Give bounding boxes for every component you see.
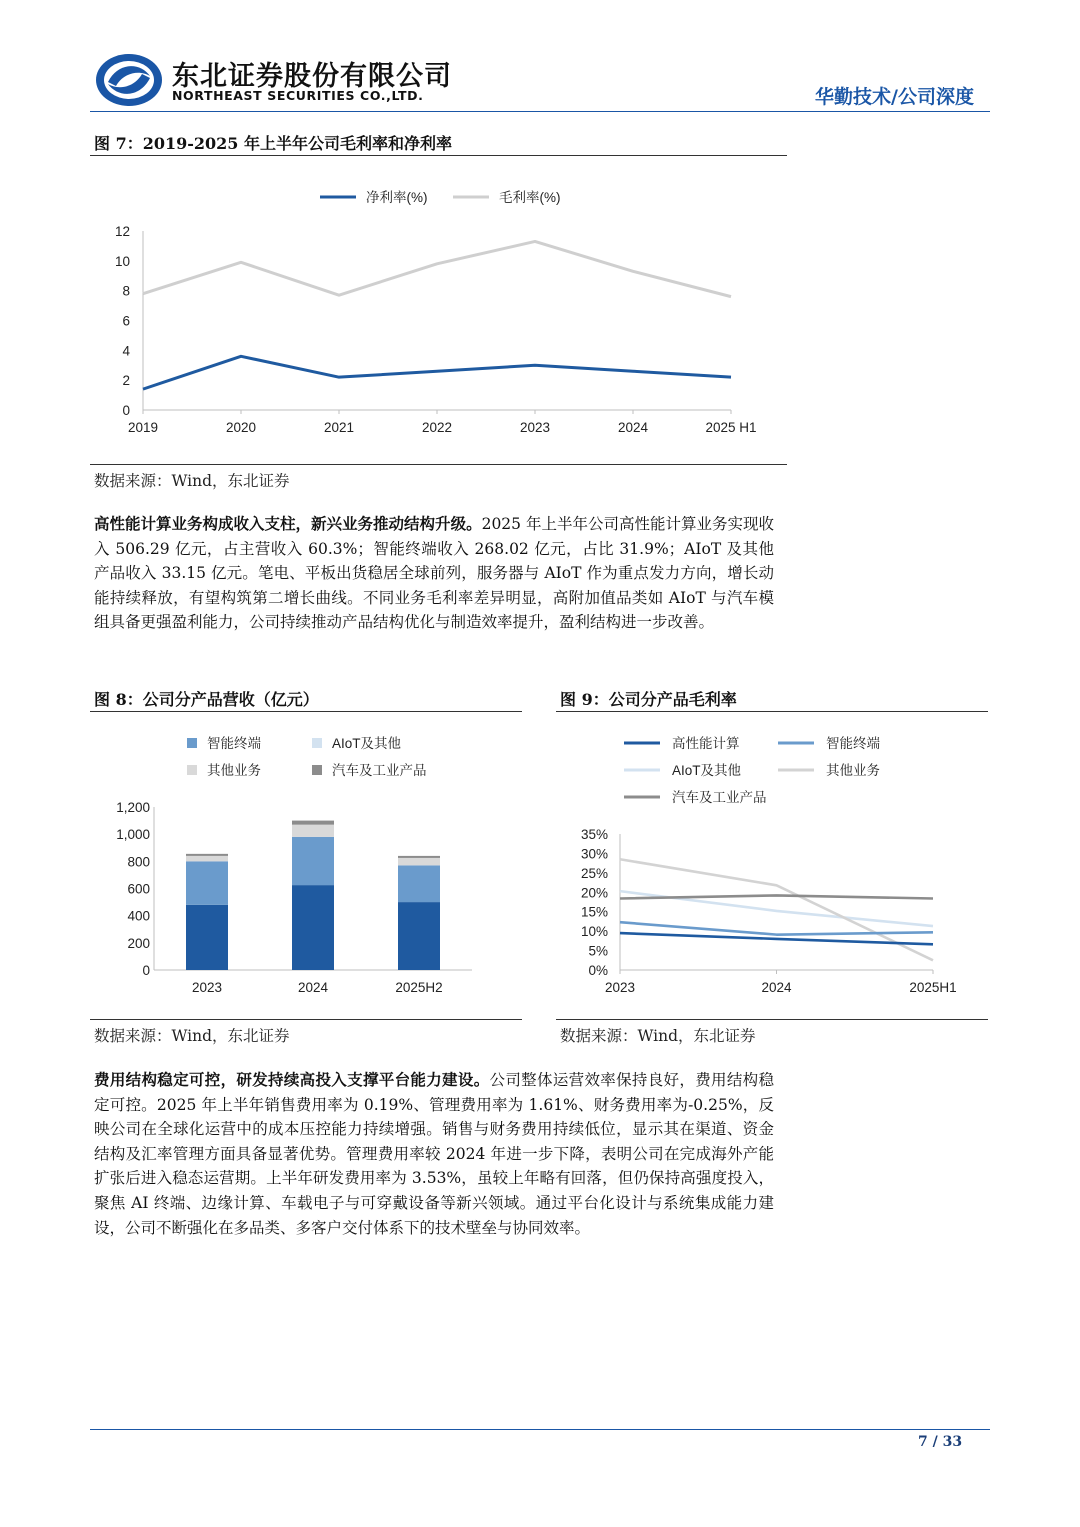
- y-tick-label: 8: [122, 283, 130, 299]
- fig7-chart: [90, 170, 787, 450]
- y-tick-label: 4: [122, 343, 130, 359]
- bar-segment: [292, 885, 334, 970]
- paragraph-expense-structure: [94, 1068, 774, 1240]
- bar-segment: [398, 858, 440, 865]
- y-tick-label: 2: [122, 373, 130, 389]
- series-line: [143, 241, 731, 296]
- paragraph-body: 公司整体运营效率保持良好，费用结构稳定可控。2025 年上半年销售费用率为 0.19%、管理费用率为 1.61%、财务费用率为-0.25%，反映公司在全球化运营中的成本压控能力持续增强。销售与财务费用持续低位，显示其在渠道、资金结构及汇率管理方面具备显著优势。管理费用率较 2024 年进一步下降，表明公司在完成海外产能扩张后进入稳态运营期。上半年研发费用率为 3.53%，虽较上年略有回落，但仍保持高强度投入，聚焦 AI 终端、边缘计算、车载电子与可穿戴设备等新兴领域。通过平台化设计与系统集成能力建设，公司不断强化在多品类、多客户交付体系下的技术壁垒与协同效率。: [94, 1071, 774, 1237]
- y-tick-label: 800: [127, 854, 150, 870]
- bar-segment: [292, 821, 334, 825]
- bar-segment: [186, 905, 228, 970]
- legend-label: 汽车及工业产品: [672, 790, 767, 805]
- y-tick-label: 600: [127, 881, 150, 897]
- y-tick-label: 30%: [580, 846, 608, 862]
- fig9-title: 图 9：公司分产品毛利率: [560, 690, 737, 709]
- fig8-chart: [90, 725, 522, 1015]
- legend-label: 其他业务: [826, 763, 880, 778]
- x-tick-label: 2024: [761, 980, 792, 995]
- company-name-en: NORTHEAST SECURITIES CO.,LTD.: [172, 88, 424, 103]
- y-tick-label: 0: [122, 403, 130, 418]
- legend-swatch: [312, 738, 322, 748]
- legend-label: 其他业务: [207, 763, 261, 778]
- y-tick-label: 200: [127, 935, 150, 951]
- x-tick-label: 2025 H1: [705, 420, 757, 435]
- bar-segment: [292, 837, 334, 885]
- paragraph-lead: 高性能计算业务构成收入支柱，新兴业务推动结构升级。: [94, 515, 482, 533]
- legend-swatch: [312, 765, 322, 775]
- fig7-top-rule: [90, 155, 787, 156]
- x-tick-label: 2024: [617, 420, 649, 435]
- paragraph-body: 2025 年上半年公司高性能计算业务实现收入 506.29 亿元，占主营收入 60.3%；智能终端收入 268.02 亿元，占比 31.9%；AIoT 及其他产品收入 33.15 亿元。笔电、平板出货稳居全球前列，服务器与 AIoT 作为重点发力方向，增长动能持续释放，有望构筑第二增长曲线。不同业务毛利率差异明显，高附加值品类如 AIoT 与汽车模组具备更强盈利能力，公司持续推动产品结构优化与制造效率提升，盈利结构进一步改善。: [94, 515, 774, 632]
- fig9-bottom-rule: [556, 1019, 988, 1020]
- y-tick-label: 15%: [580, 904, 608, 920]
- bar-segment: [398, 865, 440, 902]
- fig7-title: 图 7：2019-2025 年上半年公司毛利率和净利率: [94, 134, 452, 153]
- x-tick-label: 2023: [604, 980, 636, 995]
- y-tick-label: 10: [114, 253, 130, 269]
- bar-segment: [186, 861, 228, 904]
- y-tick-label: 0%: [588, 963, 608, 978]
- page-number: 7 / 33: [918, 1434, 963, 1450]
- company-name-cn: 东北证券股份有限公司: [172, 61, 452, 92]
- fig9-source: 数据来源：Wind，东北证券: [560, 1027, 756, 1045]
- fig8-top-rule: [90, 711, 522, 712]
- report-tag: 华勤技术/公司深度: [815, 86, 974, 108]
- legend-label: 智能终端: [207, 736, 261, 751]
- x-tick-label: 2023: [191, 980, 223, 995]
- legend-label: 高性能计算: [672, 736, 740, 751]
- company-logo-icon: [94, 52, 164, 108]
- y-tick-label: 1,200: [116, 800, 150, 815]
- company-logo: [94, 52, 164, 108]
- legend-label: 毛利率(%): [499, 190, 561, 205]
- bar-segment: [186, 856, 228, 861]
- x-tick-label: 2020: [225, 420, 257, 435]
- y-tick-label: 1,000: [116, 827, 150, 843]
- legend-swatch: [187, 765, 197, 775]
- y-tick-label: 25%: [580, 865, 608, 881]
- y-tick-label: 10%: [580, 924, 608, 940]
- y-tick-label: 35%: [580, 827, 608, 842]
- y-tick-label: 6: [122, 313, 130, 329]
- fig8-title: 图 8：公司分产品营收（亿元）: [94, 690, 319, 709]
- legend-label: 汽车及工业产品: [332, 763, 427, 778]
- bar-segment: [186, 854, 228, 856]
- x-tick-label: 2019: [127, 420, 159, 435]
- bar-segment: [398, 856, 440, 858]
- fig9-chart: [556, 725, 988, 1015]
- footer-rule: [90, 1429, 990, 1430]
- legend-label: AIoT及其他: [672, 763, 742, 778]
- y-tick-label: 20%: [580, 885, 608, 901]
- x-tick-label: 2025H2: [395, 980, 443, 995]
- fig9-top-rule: [556, 711, 988, 712]
- y-tick-label: 5%: [588, 943, 608, 959]
- fig7-source: 数据来源：Wind，东北证券: [94, 472, 290, 490]
- fig7-bottom-rule: [90, 464, 787, 465]
- y-tick-label: 0: [142, 963, 150, 978]
- x-tick-label: 2022: [421, 420, 453, 435]
- bar-segment: [292, 825, 334, 837]
- fig8-source: 数据来源：Wind，东北证券: [94, 1027, 290, 1045]
- series-line: [143, 356, 731, 389]
- y-tick-label: 400: [127, 908, 150, 924]
- legend-label: AIoT及其他: [332, 736, 402, 751]
- legend-swatch: [187, 738, 197, 748]
- legend-label: 智能终端: [826, 736, 880, 751]
- legend-label: 净利率(%): [366, 190, 428, 205]
- paragraph-revenue-structure: [94, 512, 774, 635]
- x-tick-label: 2024: [297, 980, 329, 995]
- y-tick-label: 12: [114, 224, 130, 239]
- header-rule: [90, 111, 990, 112]
- x-tick-label: 2025H1: [909, 980, 957, 995]
- paragraph-lead: 费用结构稳定可控，研发持续高投入支撑平台能力建设。: [94, 1071, 490, 1089]
- bar-segment: [398, 902, 440, 970]
- x-tick-label: 2023: [519, 420, 551, 435]
- series-line: [620, 922, 933, 934]
- x-tick-label: 2021: [323, 420, 355, 435]
- fig8-bottom-rule: [90, 1019, 522, 1020]
